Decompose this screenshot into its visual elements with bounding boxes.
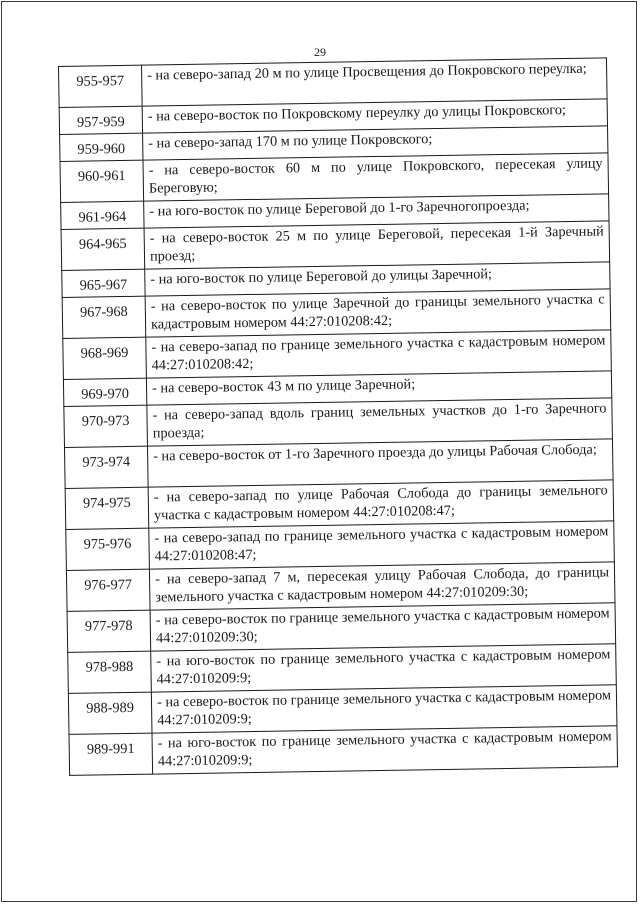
- segment-cell: 968-969: [63, 337, 147, 379]
- description-cell: - на северо-запад по улице Рабочая Слобода до границы земельного участка с кадастровым номером 44:27:010208:47;: [148, 480, 614, 528]
- segment-cell: 976-977: [66, 569, 150, 611]
- description-cell: - на северо-запад 20 м по улице Просвещения до Покровского переулка;: [141, 58, 607, 106]
- boundary-route-table: [58, 57, 618, 776]
- segment-cell: 961-964: [61, 201, 144, 229]
- table-row: [69, 726, 618, 776]
- description-cell: - на северо-восток 25 м по улице Береговой, пересекая 1-й Заречный проезд;: [144, 221, 610, 269]
- segment-cell: 957-959: [59, 106, 142, 134]
- segment-cell: 977-978: [67, 610, 151, 652]
- description-cell: - на северо-восток по границе земельного участка с кадастровым номером 44:27:010209:9;: [151, 685, 617, 733]
- segment-cell: 969-970: [63, 378, 146, 406]
- segment-cell: 955-957: [59, 65, 143, 107]
- segment-cell: 978-988: [68, 651, 152, 693]
- segment-cell: 964-965: [61, 228, 145, 270]
- description-cell: - на юго-восток по улице Береговой до 1-го Заречногопроезда;: [144, 194, 609, 228]
- segment-cell: 967-968: [62, 296, 146, 338]
- segment-cell: 965-967: [62, 269, 145, 297]
- description-cell: - на северо-восток 60 м по улице Покровского, пересекая улицу Береговую;: [143, 153, 609, 201]
- segment-cell: 974-975: [65, 487, 149, 529]
- description-cell: - на северо-восток по границе земельного участка с кадастровым номером 44:27:010209:30;: [150, 603, 616, 651]
- segment-cell: 973-974: [64, 446, 148, 488]
- description-cell: - на северо-запад 7 м, пересекая улицу Рабочая Слобода, до границы земельного участка с кадастровым номером 44:27:010209:30;: [149, 562, 615, 610]
- description-cell: - на юго-восток по границе земельного участка с кадастровым номером 44:27:010209:9;: [152, 726, 618, 774]
- description-cell: - на северо-восток по улице Заречной до границы земельного участка с кадастровым номером 44:27:010208:42;: [145, 289, 611, 337]
- segment-cell: 988-989: [68, 692, 152, 734]
- segment-cell: 970-973: [64, 405, 148, 447]
- segment-cell: 989-991: [69, 733, 153, 775]
- segment-cell: 975-976: [66, 528, 150, 570]
- description-cell: - на юго-восток по границе земельного участка с кадастровым номером 44:27:010209:9;: [151, 644, 617, 692]
- description-cell: - на северо-запад по границе земельного участка с кадастровым номером 44:27:010208:42;: [146, 330, 612, 378]
- page-number: 29: [314, 45, 326, 59]
- segment-cell: 960-961: [60, 160, 144, 202]
- description-cell: - на юго-восток по улице Береговой до улицы Заречной;: [145, 262, 610, 296]
- segment-cell: 959-960: [60, 133, 143, 161]
- description-cell: - на северо-запад 170 м по улице Покровского;: [143, 126, 608, 160]
- description-cell: - на северо-восток 43 м по улице Заречной;: [146, 371, 611, 405]
- description-cell: - на северо-восток по Покровскому переулку до улицы Покровского;: [142, 99, 607, 133]
- description-cell: - на северо-запад вдоль границ земельных участков до 1-го Заречного проезда;: [147, 398, 613, 446]
- description-cell: - на северо-восток от 1-го Заречного проезда до улицы Рабочая Слобода;: [147, 439, 613, 487]
- description-cell: - на северо-запад по границе земельного участка с кадастровым номером 44:27:010208:47;: [149, 521, 615, 569]
